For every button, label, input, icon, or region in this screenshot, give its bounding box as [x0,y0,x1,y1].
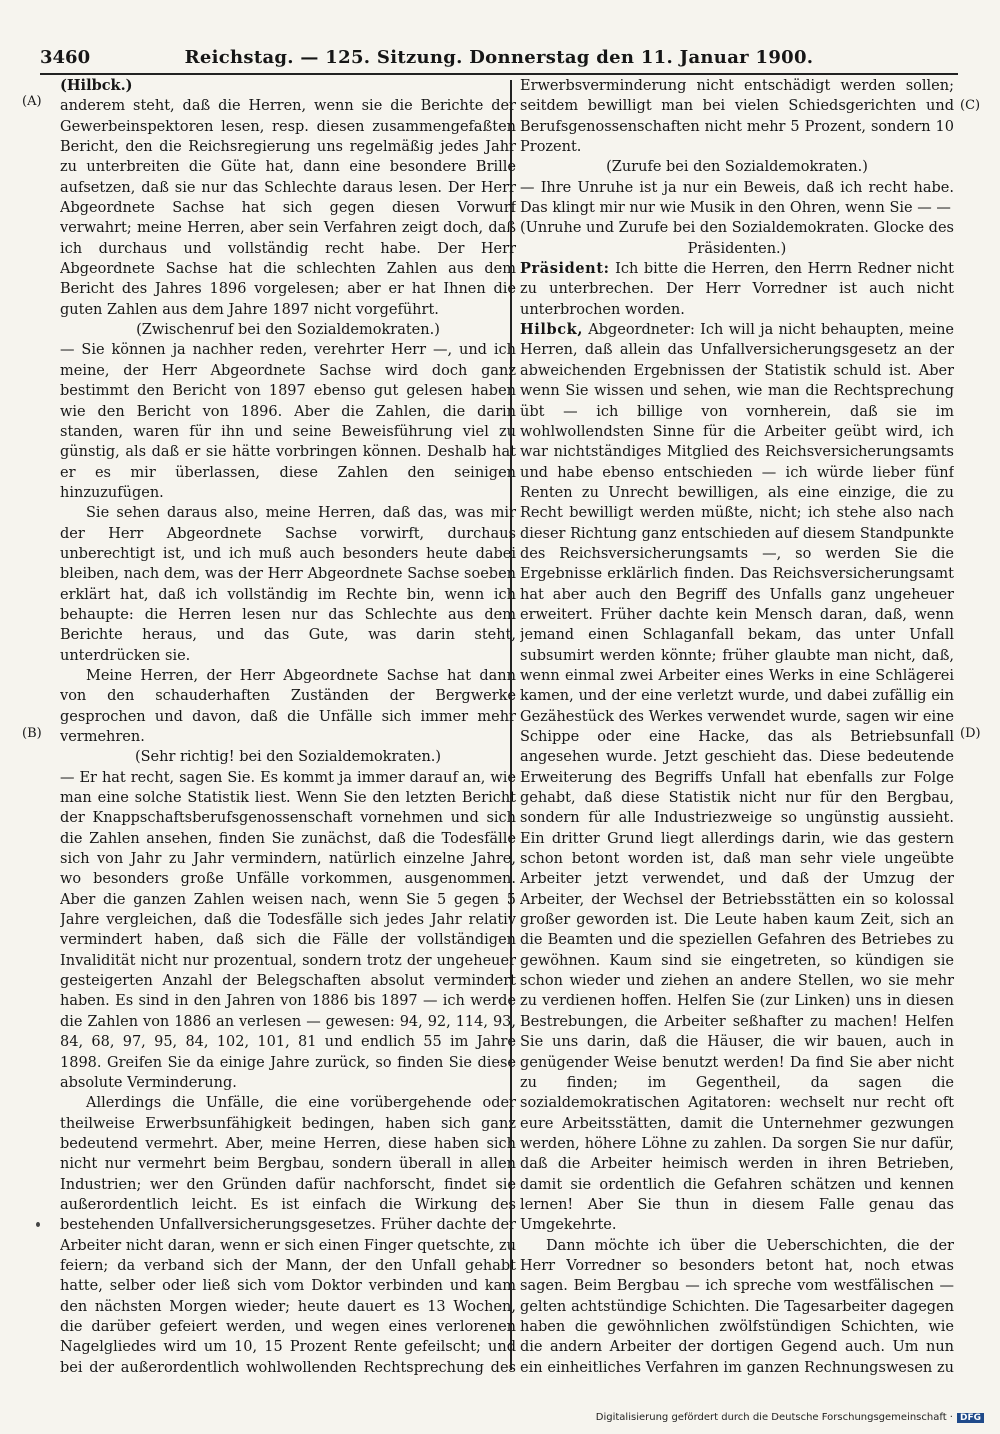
body-paragraph: — Er hat recht, sagen Sie. Es kommt ja immer darauf an, wie man eine solche Statistik liest. Wenn Sie den letzten Bericht der Knappschaftsberufsgenossenschaft vornehmen und sich die Zahlen ansehen, finden Sie zunächst, daß die Todesfälle sich von Jahr zu Jahr vermindern, natürlich einzelne Jahre, wo besonders große Unfälle vorkommen, ausgenommen. Aber die ganzen Zahlen weisen nach, wenn Sie 5 gegen 5 Jahre vergleichen, daß die Todesfälle sich jedes Jahr relativ vermindert haben, daß sich die Fälle der vollständigen Invalidität nicht nur prozentual, sondern trotz der ungeheuer gesteigerten Anzahl der Belegschaften absolut vermindert haben. Es sind in den Jahren von 1886 bis 1897 — ich werde die Zahlen von 1886 an verlesen — gewesen: 94, 92, 114, 93, 84, 68, 97, 95, 84, 102, 101, 81 und endlich 55 im Jahre 1898. Greifen Sie da einige Jahre zurück, so finden Sie diese absolute Verminderung. [60,769,516,1091]
header-rule [40,73,958,75]
margin-marker-b: (B) [22,726,42,741]
speech-text: Abgeordneter: Ich will ja nicht behaupten, meine Herren, daß allein das Unfallversicherungsgesetz an der abweichenden Ergebnissen der Statistik schuld ist. Aber wenn Sie wissen und sehen, wie man die Rechtsprechung übt — ich billige von vornherein, daß sie im wohlwollendsten Sinne für die Arbeiter geübt wird, ich war nichtständiges Mitglied des Reichsversicherungsamts und habe ebenso entschieden — ich würde lieber fünf Renten zu Unrecht bewilligen, als eine einzige, die zu Recht bewilligt werden müßte, nicht; ich stehe also nach dieser Richtung ganz entschieden auf diesem Standpunkte des Reichsversicherungsamts —, so werden Sie die Ergebnisse erklärlich finden. Das Reichsversicherungsamt hat aber auch den Begriff des Unfalls ganz ungeheuer erweitert. Früher dachte kein Mensch daran, daß, wenn jemand einen Schlaganfall bekam, das unter Unfall subsumirt werden könnte; früher glaubte man nicht, daß, wenn einmal zwei Arbeiter eines Werks in eine Schlägerei kamen, und der eine verletzt wurde, und dabei zufällig ein Gezähestück des Werkes verwendet wurde, sagen wir eine Schippe oder eine Hacke, das als Betriebsunfall angesehen wurde. Jetzt geschieht das. Diese bedeutende Erweiterung des Begriffs Unfall hat ebenfalls zur Folge gehabt, daß diese Statistik nicht nur für den Bergbau, sondern für alle Industriezweige so ungünstig aussieht. Ein dritter Grund liegt allerdings darin, wie das gestern schon betont worden ist, daß man sehr viele ungeübte Arbeiter jetzt verwendet, und daß der Umzug der Arbeiter, der Wechsel der Betriebsstätten ein so kolossal großer geworden ist. Die Leute haben kaum Zeit, sich an die Beamten und die speziellen Gefahren des Betriebes zu gewöhnen. Kaum sind sie eingetreten, so kündigen sie schon wieder und ziehen an andere Stellen, wo sie mehr zu verdienen hoffen. Helfen Sie (zur Linken) uns in diesen Bestrebungen, die Arbeiter seßhafter zu machen! Helfen Sie uns darin, daß die Häuser, die wir bauen, auch in genügender Weise benutzt werden! Da find Sie aber nicht zu finden; im Gegentheil, da sagen die sozialdemokratischen Agitatoren: wechselt nur recht oft eure Arbeitsstätten, damit die Unternehmer gezwungen werden, höhere Löhne zu zahlen. Da sorgen Sie nur dafür, daß die Arbeiter heimisch werden in ihren Betrieben, damit sie ordentlich die Gefahren schätzen und kennen lernen! Aber Sie thun in diesem Falle genau das Umgekehrte. [520,322,954,1234]
speech-paragraph [520,320,954,1235]
interjection: (Zwischenruf bei den Sozialdemokraten.) [136,322,440,339]
left-column-body [60,96,516,1376]
scan-blemish [36,1222,40,1227]
margin-marker-c: (C) [960,98,981,113]
speech-text: Ich bitte die Herren, den Herrn Redner nicht zu unterbrechen. Der Herr Vorredner ist auch nicht unterbrochen worden. [520,261,954,318]
digitization-credit [596,1412,984,1423]
speaker-name: Hilbck, [520,321,583,339]
body-paragraph: Meine Herren, der Herr Abgeordnete Sachse hat dann von den schauderhaften Zuständen der Bergwerke gesprochen und davon, daß die Unfälle sich immer mehr vermehren. [60,667,516,745]
page-number: 3460 [40,47,91,68]
page-header [40,44,958,72]
margin-marker-a: (A) [22,94,42,109]
running-title: Reichstag. — 125. Sitzung. Donnerstag den 11. Januar 1900. [184,47,814,68]
interjection: (Sehr richtig! bei den Sozialdemokraten.) [134,749,442,766]
interjection: (Unruhe und Zurufe bei den Sozialdemokraten. Glocke des Präsidenten.) [520,220,954,257]
right-column-body [520,76,954,1376]
body-paragraph: — Sie können ja nachher reden, verehrter Herr —, und ich meine, der Herr Abgeordnete Sachse wird doch ganz bestimmt den Bericht von 1897 ebenso gut gelesen haben wie den Bericht von 1896. Aber die Zahlen, die darin standen, waren für ihn und seine Beweisführung viel zu günstig, als daß er sie hätte vorbringen können. Deshalb hat er es mir überlassen, diese Zahlen den seinigen hinzuzufügen. [60,342,516,501]
credit-text: Digitalisierung gefördert durch die Deutsche Forschungsgemeinschaft · [595,1412,953,1423]
body-paragraph: Allerdings die Unfälle, die eine vorübergehende oder theilweise Erwerbsunfähigkeit bedingen, haben sich ganz bedeutend vermehrt. Aber, meine Herren, diese haben sich nicht nur vermehrt beim Bergbau, sondern überall in allen Industrien; wer den Gründen dafür nachforscht, findet sie außerordentlich leicht. Es ist einfach die Wirkung des bestehenden Unfallversicherungsgesetzes. Früher dachte der Arbeiter nicht daran, wenn er sich einen Finger quetschte, zu feiern; da verband sich der Mann, der den Unfall gehabt hatte, selber oder ließ sich vom Doktor verbinden und kam den nächsten Morgen wieder; heute dauert es 13 Wochen, die darüber gefeiert werden, und wegen eines verlorenen Nagelgliedes wird um 10, 15 Prozent Rente gefeilscht; und bei der außerordentlich wohlwollenden Rechtsprechung des [60,1095,516,1376]
dfg-logo: DFG [957,1413,984,1423]
speech-paragraph [520,259,954,320]
left-column [60,76,516,1376]
body-paragraph: anderem steht, daß die Herren, wenn sie die Berichte der Gewerbeinspektoren lesen, resp. diesen zusammengefaßten Bericht, den die Reichsregierung uns regelmäßig jedes Jahr zu unterbreiten die Güte hat, dann eine besondere Brille aufsetzen, daß sie nur das Schlechte daraus lesen. Der Herr Abgeordnete Sachse hat sich gegen diesen Vorwurf verwahrt; meine Herren, aber sein Verfahren zeigt doch, daß ich durchaus und vollständig recht habe. Der Herr Abgeordnete Sachse hat die schlechten Zahlen aus dem Bericht des Jahres 1896 vorgelesen; aber er hat Ihnen die guten Zahlen aus dem Jahre 1897 nicht vorgeführt. [60,98,516,318]
speaker-name: Präsident: [520,260,610,278]
body-paragraph: Erwerbsverminderung nicht entschädigt werden sollen; seitdem bewilligt man bei vielen Schiedsgerichten und Berufsgenossenschaften nicht mehr 5 Prozent, sondern 10 Prozent. [520,78,954,156]
body-paragraph: Sie sehen daraus also, meine Herren, daß das, was mir der Herr Abgeordnete Sachse vorwirft, durchaus unberechtigt ist, und ich muß auch besonders heute dabei bleiben, nach dem, was der Herr Abgeordnete Sachse soeben erklärt hat, daß ich vollständig im Rechte bin, wenn ich behaupte: die Herren lesen nur das Schlechte aus dem Berichte heraus, und das Gute, was darin steht, unterdrücken sie. [60,505,516,664]
body-paragraph: Dann möchte ich über die Ueberschichten, die der Herr Vorredner so besonders betont hat, noch etwas sagen. Beim Bergbau — ich spreche vom westfälischen — gelten achtstündige Schichten. Die Tagesarbeiter dagegen haben die gewöhnlichen zwölfstündigen Schichten, wie die andern Arbeiter der dortigen Gegend auch. Um nun ein einheitliches Verfahren im ganzen Rechnungswesen zu [520,1237,954,1376]
interjection: (Zurufe bei den Sozialdemokraten.) [606,159,868,176]
body-paragraph: — Ihre Unruhe ist ja nur ein Beweis, daß ich recht habe. Das klingt mir nur wie Musik in den Ohren, wenn Sie — — [520,179,954,217]
speaker-tag: (Hilbck.) [60,77,133,94]
margin-marker-d: (D) [960,726,981,741]
right-column [520,76,954,1376]
